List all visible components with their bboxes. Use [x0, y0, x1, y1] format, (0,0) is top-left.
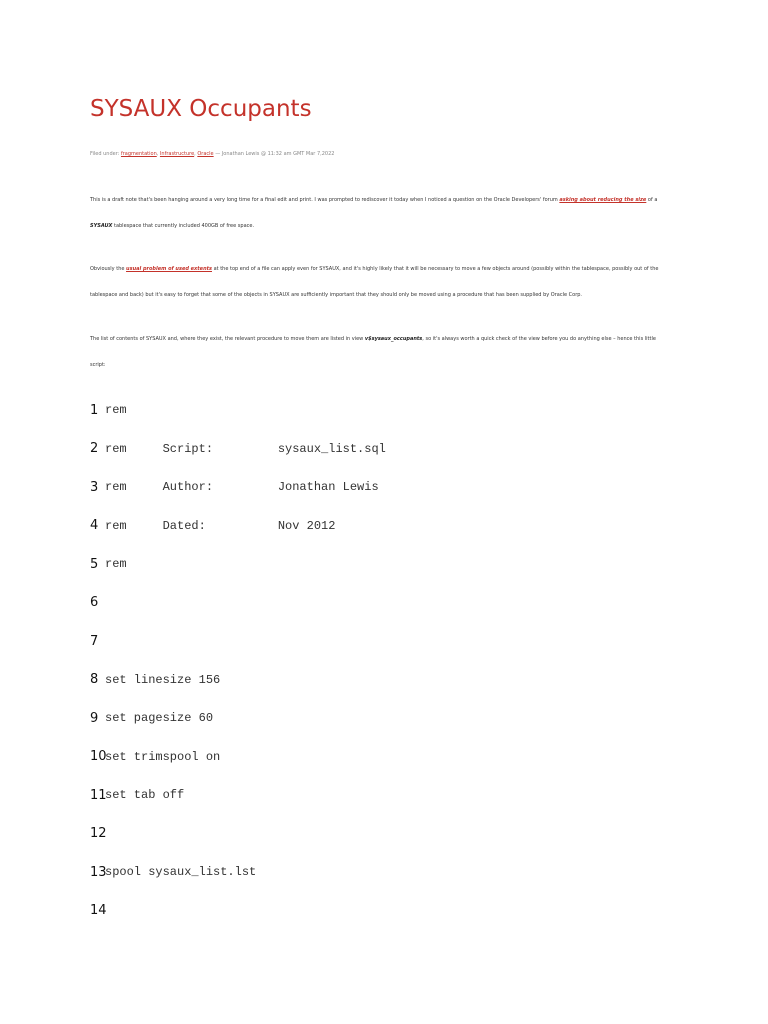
sysaux-keyword: SYSAUX: [90, 223, 113, 229]
category-link-oracle[interactable]: Oracle: [197, 151, 214, 157]
line-number: 9: [90, 710, 99, 726]
line-number: 7: [90, 633, 99, 649]
code-line: [90, 738, 690, 777]
code-line: [90, 892, 690, 931]
forum-question-link[interactable]: asking about reducing the size: [559, 197, 647, 203]
line-number: 1: [90, 402, 99, 418]
code-line: [90, 545, 690, 584]
paragraph-text: The list of contents of SYSAUX and, where they exist, the relevant procedure to move them are listed in view: [90, 336, 365, 342]
line-number: 12: [90, 826, 107, 842]
code-text: rem: [105, 557, 127, 572]
code-text: rem Dated: Nov 2012: [105, 518, 336, 533]
post-meta: Filed under: fragmentation, Infrastructure, Oracle — Jonathan Lewis @ 11:32 am GMT Mar 7,2022: [90, 151, 335, 157]
line-number: 3: [90, 479, 99, 495]
paragraph-intro: [90, 187, 670, 239]
code-line: [90, 430, 690, 469]
code-block: [90, 391, 690, 930]
line-number: 8: [90, 672, 99, 688]
code-line: [90, 661, 690, 700]
paragraph-text: at the top end of a file can apply even for SYSAUX, and it's highly likely that it will be necessary to move a few objects around (possibly within the tablespace, possibly out of the tablespace and back) but it's easy to forget that some of the objects in SYSAUX are sufficiently important that they should only be moved using a procedure that has been supplied by Oracle Corp.: [90, 266, 659, 298]
code-text: rem Author: Jonathan Lewis: [105, 480, 379, 495]
category-link-fragmentation[interactable]: fragmentation: [120, 151, 157, 157]
paragraph-view: [90, 326, 670, 378]
paragraph-text: This is a draft note that's been hanging around a very long time for a final edit and print. I was prompted to rediscover it today when I noticed a question on the Oracle Developers' forum: [90, 197, 560, 203]
line-number: 2: [90, 441, 99, 457]
code-text: set pagesize 60: [105, 711, 214, 726]
code-line: [90, 776, 690, 815]
paragraph-text: tablespace that currently included 400GB of free space.: [112, 223, 255, 229]
line-number: 14: [90, 903, 107, 919]
code-text: spool sysaux_list.lst: [105, 865, 257, 880]
category-link-infrastructure[interactable]: Infrastructure: [159, 151, 195, 157]
code-line: [90, 853, 690, 892]
used-extents-link[interactable]: usual problem of used extents: [126, 266, 212, 272]
code-text: set trimspool on: [105, 749, 221, 764]
line-number: 13: [90, 864, 107, 880]
post-title: SYSAUX Occupants: [90, 96, 312, 122]
paragraph-text: , so it's always worth a quick check of the view before you do anything else – hence this little script:: [90, 336, 656, 368]
code-text: set linesize 156: [105, 672, 221, 687]
code-text: rem Script: sysaux_list.sql: [105, 441, 386, 456]
code-text: set tab off: [105, 788, 185, 803]
filed-under-label: Filed under:: [90, 151, 120, 157]
line-number: 4: [90, 518, 99, 534]
paragraph-extents: [90, 256, 670, 308]
code-line: [90, 584, 690, 623]
paragraph-text: of a: [646, 197, 658, 203]
code-line: [90, 699, 690, 738]
paragraph-text: Obviously the: [90, 266, 127, 272]
line-number: 6: [90, 595, 99, 611]
code-line: [90, 391, 690, 430]
code-line: [90, 815, 690, 854]
author-date: Jonathan Lewis @ 11:32 am GMT Mar 7,2022: [221, 151, 335, 157]
view-name: v$sysaux_occupants: [364, 336, 423, 342]
meta-separator: —: [213, 151, 222, 157]
code-line: [90, 468, 690, 507]
line-number: 10: [90, 749, 107, 765]
code-line: [90, 507, 690, 546]
code-text: rem: [105, 403, 127, 418]
line-number: 11: [90, 787, 107, 803]
line-number: 5: [90, 556, 99, 572]
code-line: [90, 622, 690, 661]
